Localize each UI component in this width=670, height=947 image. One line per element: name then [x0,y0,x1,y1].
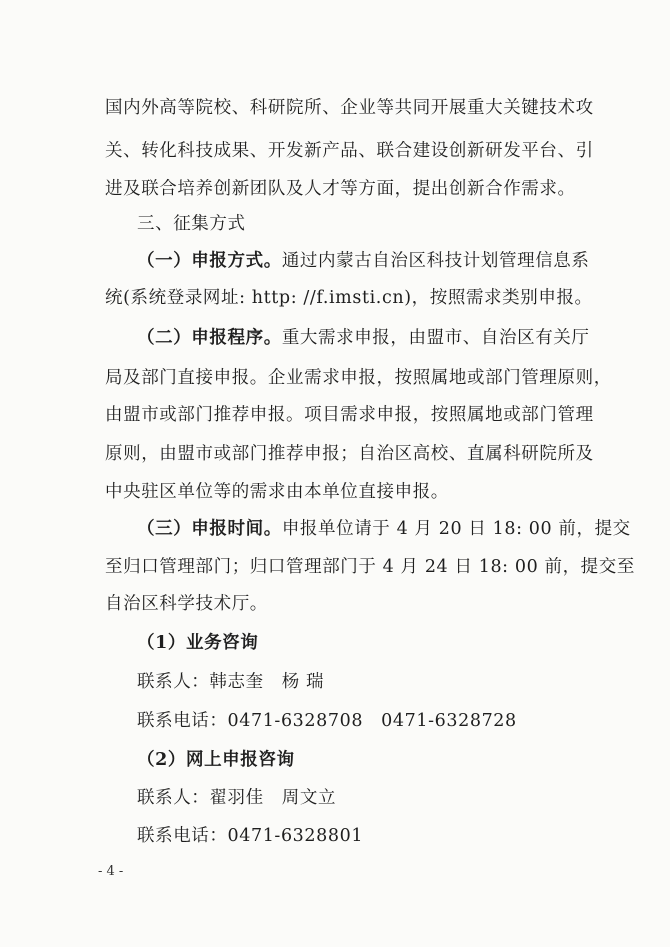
time-label: （三）申报时间。 [137,519,282,539]
intro-line-3: 进及联合培养创新团队及人才等方面，提出创新合作需求。 [105,179,576,199]
online-contact-phone: 联系电话：0471-6328801 [137,826,364,846]
procedure-line-5: 中央驻区单位等的需求由本单位直接申报。 [105,482,449,502]
online-contact-person: 联系人：翟羽佳 周文立 [137,788,337,808]
method-line-1 [137,250,590,272]
section-heading: 三、征集方式 [137,214,246,234]
procedure-label: （二）申报程序。 [137,328,282,348]
business-contact-phone: 联系电话：0471-6328708 0471-6328728 [137,711,517,731]
intro-line-1: 国内外高等院校、科研院所、企业等共同开展重大关键技术攻 [105,98,594,118]
method-line-2: 统(系统登录网址: http: //f.imsti.cn)，按照需求类别申报。 [105,288,593,308]
time-line-2: 至归口管理部门；归口管理部门于 4 月 24 日 18: 00 前，提交至 [105,557,635,577]
time-text: 申报单位请于 4 月 20 日 18: 00 前，提交 [281,519,631,539]
procedure-line-3: 由盟市或部门推荐申报。项目需求申报，按照属地或部门管理 [105,405,594,425]
time-line-3: 自治区科学技术厅。 [105,594,268,614]
procedure-line-2: 局及部门直接申报。企业需求申报，按照属地或部门管理原则， [105,368,612,388]
method-text: 通过内蒙古自治区科技计划管理信息系 [281,251,590,271]
online-contact-title: （2）网上申报咨询 [137,750,295,770]
intro-line-2: 关、转化科技成果、开发新产品、联合建设创新研发平台、引 [105,141,594,161]
business-contact-title: （1）业务咨询 [137,633,259,653]
page-number: - 4 - [98,864,124,879]
procedure-text: 重大需求申报，由盟市、自治区有关厅 [281,328,590,348]
business-contact-person: 联系人：韩志奎 杨 瑞 [137,672,325,692]
procedure-line-4: 原则，由盟市或部门推荐申报；自治区高校、直属科研院所及 [105,444,594,464]
time-line-1 [137,518,631,540]
procedure-line-1 [137,327,590,349]
method-label: （一）申报方式。 [137,251,282,271]
